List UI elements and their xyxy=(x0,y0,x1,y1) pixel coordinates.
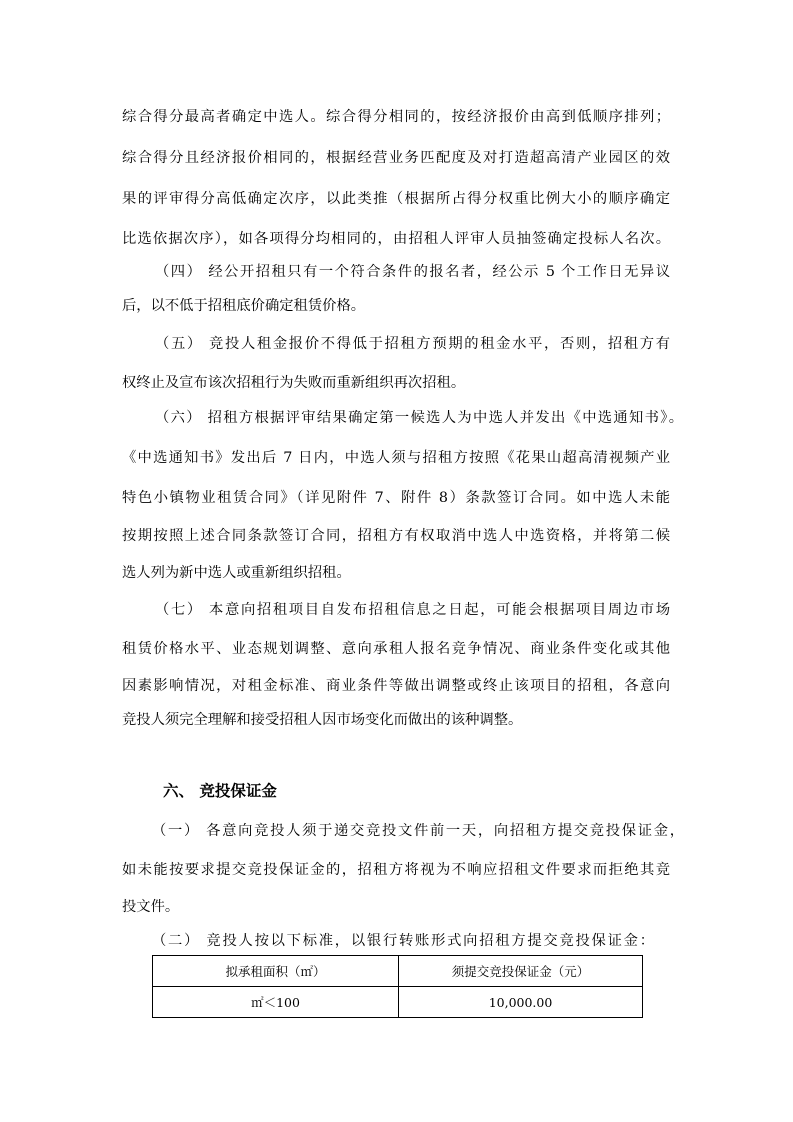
table-row xyxy=(153,987,643,1018)
text-line: 权终止及宣布该次招租行为失败而重新组织再次招租。 xyxy=(122,375,466,391)
deposit-table xyxy=(152,955,643,1018)
text-line: （六） 招租方根据评审结果确定第一候选人为中选人并发出《中选通知书》。 xyxy=(155,410,683,426)
table-cell: ㎡＜100 xyxy=(153,987,399,1018)
table-header-cell: 须提交竞投保证金（元） xyxy=(399,956,643,987)
text-line: 特色小镇物业租赁合同》（详见附件 7、附件 8）条款签订合同。如中选人未能 xyxy=(122,490,670,506)
text-line: 因素影响情况，对租金标准、商业条件等做出调整或终止该项目的招租，各意向 xyxy=(122,678,670,694)
text-line: 综合得分最高者确定中选人。综合得分相同的，按经济报价由高到低顺序排列； xyxy=(122,109,670,125)
text-line: 综合得分且经济报价相同的，根据经营业务匹配度及对打造超高清产业园区的效 xyxy=(122,150,670,166)
text-line: 果的评审得分高低确定次序，以此类推（根据所占得分权重比例大小的顺序确定 xyxy=(122,191,670,207)
text-line: 投文件。 xyxy=(122,899,180,915)
text-line: 选人列为新中选人或重新组织招租。 xyxy=(122,565,351,581)
table-header-cell: 拟承租面积（㎡） xyxy=(153,956,399,987)
text-line: 比选依据次序），如各项得分均相同的，由招租人评审人员抽签确定投标人名次。 xyxy=(122,231,670,247)
text-line: 租赁价格水平、业态规划调整、意向承租人报名竞争情况、商业条件变化或其他 xyxy=(122,641,670,657)
text-line: 按期按照上述合同条款签订合同，招租方有权取消中选人中选资格，并将第二候 xyxy=(122,528,670,544)
text-line: （四） 经公开招租只有一个符合条件的报名者，经公示 5 个工作日无异议 xyxy=(155,264,670,280)
text-line: 如未能按要求提交竞投保证金的，招租方将视为不响应招租文件要求而拒绝其竞 xyxy=(122,862,670,878)
text-line: （五） 竞投人租金报价不得低于招租方预期的租金水平，否则，招租方有 xyxy=(155,336,670,352)
text-line: 后，以不低于招租底价确定租赁价格。 xyxy=(122,298,366,314)
text-line: 竞投人须完全理解和接受招租人因市场变化而做出的该种调整。 xyxy=(122,712,523,728)
section-heading: 六、 竞投保证金 xyxy=(163,782,277,800)
text-line: （七） 本意向招租项目自发布招租信息之日起，可能会根据项目周边市场 xyxy=(155,602,670,618)
text-line: （二） 竞投人按以下标准，以银行转账形式向招租方提交竞投保证金： xyxy=(152,933,654,949)
text-line: （一） 各意向竞投人须于递交竞投文件前一天，向招租方提交竞投保证金， xyxy=(152,823,684,839)
table-header-row xyxy=(153,956,643,987)
table-cell: 10,000.00 xyxy=(399,987,643,1018)
text-line: 《中选通知书》发出后 7 日内，中选人须与招租方按照《花果山超高清视频产业 xyxy=(122,450,670,466)
